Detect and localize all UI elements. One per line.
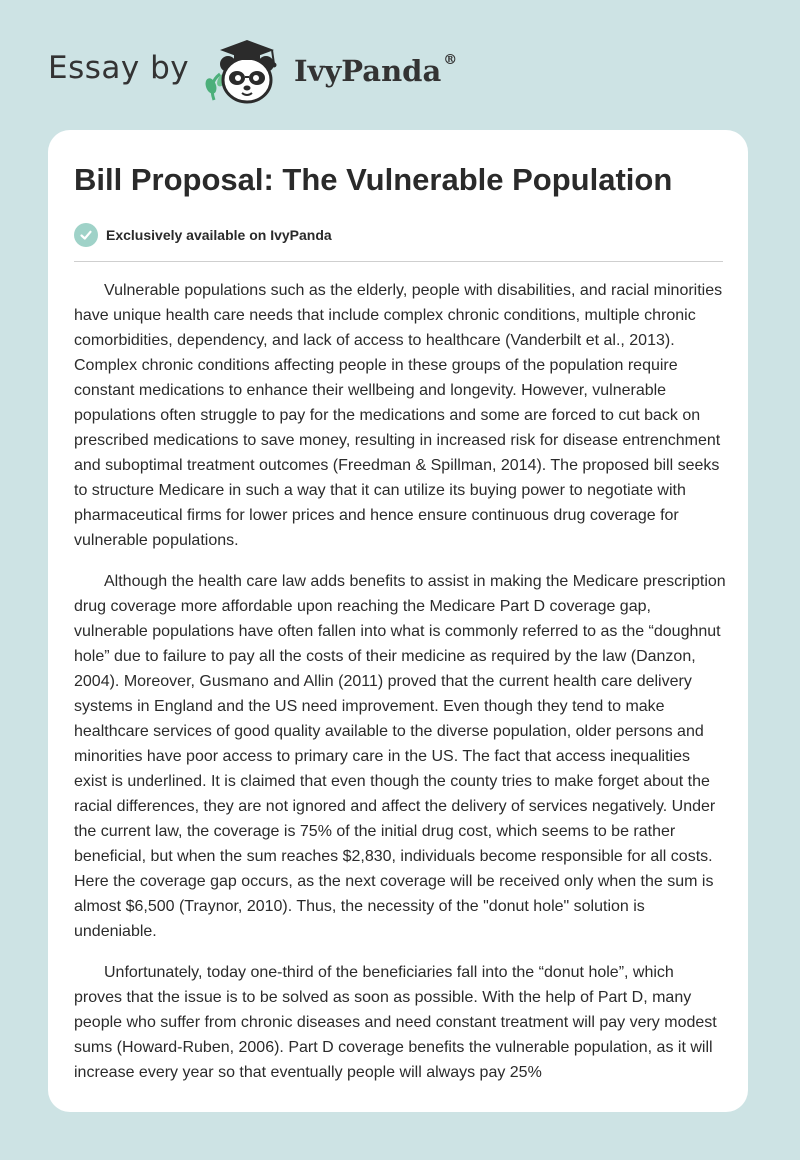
paragraph: Although the health care law adds benefits to assist in making the Medicare prescription drug coverage more affordable upon reaching the Medicare Part D coverage gap, vulnerable populations have often fallen into what is commonly referred to as the “doughnut hole” due to failure to pay all the costs of their medicine as required by the law (Danzon, 2004). Moreover, Gusmano and Allin (2011) proved that the current health care delivery systems in England and the US need improvement. Even though they tend to make healthcare services of good quality available to the diverse population, older persons and minorities have poor access to primary care in the US. The fact that access inequalities exist is underlined. It is claimed that even though the county tries to make forget about the racial differences, they are not ignored and affect the delivery of services negatively. Under the current law, the coverage is 75% of the initial drug cost, which seems to be rather beneficial, but when the sum reaches $2,830, individuals become responsible for all costs. Here the coverage gap occurs, as the next coverage will be received only when the sum is almost $6,500 (Traynor, 2010). Thus, the necessity of the "donut hole" solution is undeniable. — [74, 573, 726, 940]
divider — [74, 261, 723, 262]
brand-prefix: Essay by — [48, 50, 190, 86]
page-title: Bill Proposal: The Vulnerable Population — [74, 162, 673, 197]
panda-logo-icon[interactable] — [200, 36, 292, 108]
site-header — [0, 0, 800, 130]
brand-name — [294, 54, 457, 88]
essay-body — [74, 278, 726, 1101]
paragraph: Unfortunately, today one-third of the beneficiaries fall into the “donut hole”, which proves that the issue is to be solved as soon as possible. With the help of Part D, many people who suffer from chronic diseases and need constant treatment will pay very modest sums (Howard-Ruben, 2006). Part D coverage benefits the vulnerable population, as it will increase every year so that eventually people will always pay 25% — [74, 964, 717, 1081]
registered-mark: ® — [443, 52, 458, 69]
paragraph: Vulnerable populations such as the elderly, people with disabilities, and racial minorities have unique health care needs that include complex chronic conditions, multiple chronic comorbidities, dependency, and lack of access to healthcare (Vanderbilt et al., 2013). Complex chronic conditions affecting people in these groups of the population require constant medications to enhance their wellbeing and longevity. However, vulnerable populations often struggle to pay for the medications and some are forced to cut back on prescribed medications to save money, resulting in increased risk for disease entrenchment and suboptimal treatment outcomes (Freedman & Spillman, 2014). The proposed bill seeks to structure Medicare in such a way that it can utilize its buying power to negotiate with pharmaceutical firms for lower prices and hence ensure continuous drug coverage for vulnerable populations. — [74, 282, 723, 549]
check-circle-icon — [74, 223, 98, 247]
essay-card — [48, 130, 748, 1112]
exclusive-badge — [74, 223, 332, 247]
brand-name-text: IvyPanda — [294, 54, 442, 88]
badge-label: Exclusively available on IvyPanda — [106, 227, 332, 243]
